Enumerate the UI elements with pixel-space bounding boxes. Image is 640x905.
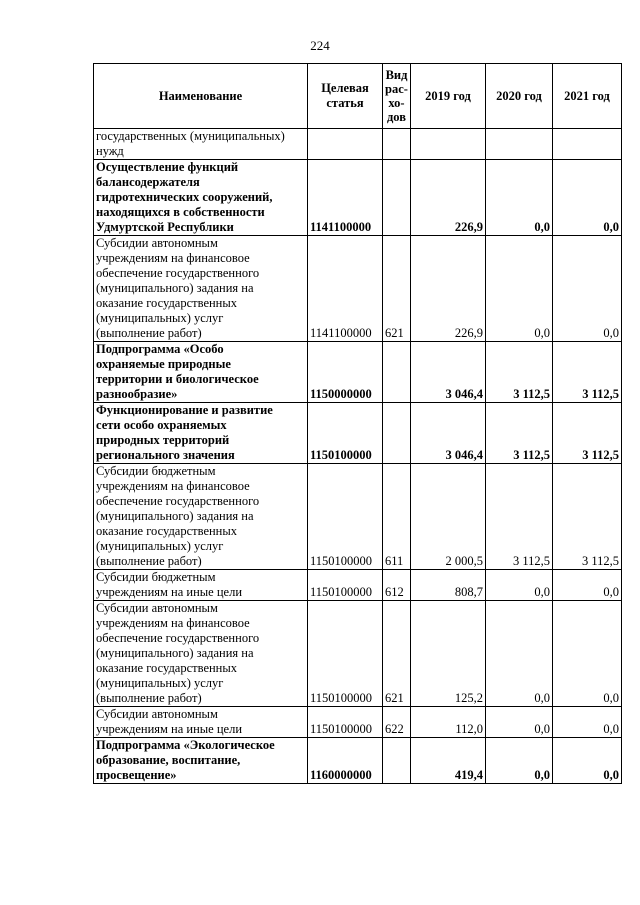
row-value-2021: 0,0: [553, 160, 622, 236]
row-name-line: нужд: [96, 144, 124, 158]
header-kind-line: рас-: [385, 82, 408, 96]
row-value-2019: 3 046,4: [411, 342, 486, 403]
row-name: [94, 601, 308, 707]
row-value-2019: 3 046,4: [411, 403, 486, 464]
budget-table: [93, 63, 622, 784]
row-name-line: (муниципальных) услуг: [96, 539, 224, 553]
row-name-line: оказание государственных: [96, 661, 238, 675]
row-name-line: сети особо охраняемых: [96, 418, 227, 432]
row-name-line: учреждениям на иные цели: [96, 585, 243, 599]
header-kind-line: хо-: [388, 96, 405, 110]
row-expense-kind: [383, 403, 411, 464]
row-name-line: Субсидии автономным: [96, 707, 218, 721]
header-2019: 2019 год: [411, 64, 486, 129]
table-row: [94, 129, 622, 160]
row-name: [94, 707, 308, 738]
row-name-line: Осуществление функций: [96, 160, 239, 174]
row-name-line: Субсидии автономным: [96, 236, 218, 250]
row-name-line: (муниципальных) услуг: [96, 311, 224, 325]
row-expense-kind: 612: [383, 570, 411, 601]
row-name-line: учреждениям на иные цели: [96, 722, 243, 736]
table-header-row: [94, 64, 622, 129]
row-value-2019: 808,7: [411, 570, 486, 601]
row-name-line: территории и биологическое: [96, 372, 259, 386]
row-name: [94, 464, 308, 570]
row-expense-kind: 622: [383, 707, 411, 738]
row-name-line: находящихся в собственности: [96, 205, 265, 219]
row-expense-kind: 621: [383, 601, 411, 707]
row-name: [94, 129, 308, 160]
row-name: [94, 570, 308, 601]
row-name: [94, 342, 308, 403]
row-name-line: образование, воспитание,: [96, 753, 241, 767]
table-row: [94, 342, 622, 403]
row-value-2019: 125,2: [411, 601, 486, 707]
row-value-2020: 3 112,5: [486, 464, 553, 570]
row-value-2020: [486, 129, 553, 160]
table-row: [94, 160, 622, 236]
row-name-line: (выполнение работ): [96, 326, 202, 340]
row-name-line: учреждениям на финансовое: [96, 251, 250, 265]
header-name: Наименование: [94, 64, 308, 129]
table-row: [94, 601, 622, 707]
row-expense-kind: 621: [383, 236, 411, 342]
table-row: [94, 403, 622, 464]
row-name: [94, 160, 308, 236]
table-row: [94, 464, 622, 570]
row-name-line: учреждениям на финансовое: [96, 479, 250, 493]
row-name-line: Подпрограмма «Экологическое: [96, 738, 275, 752]
row-target-code: [308, 129, 383, 160]
row-name-line: (муниципального) задания на: [96, 281, 254, 295]
row-target-code: 1141100000: [308, 236, 383, 342]
row-value-2020: 0,0: [486, 738, 553, 784]
row-value-2019: 112,0: [411, 707, 486, 738]
row-target-code: 1141100000: [308, 160, 383, 236]
row-name-line: (муниципального) задания на: [96, 509, 254, 523]
header-kind: [383, 64, 411, 129]
row-target-code: 1150100000: [308, 464, 383, 570]
row-value-2020: 0,0: [486, 601, 553, 707]
table-row: [94, 707, 622, 738]
table-row: [94, 236, 622, 342]
row-value-2021: 3 112,5: [553, 342, 622, 403]
row-target-code: 1150000000: [308, 342, 383, 403]
row-value-2019: [411, 129, 486, 160]
row-name-line: разнообразие»: [96, 387, 178, 401]
row-expense-kind: [383, 160, 411, 236]
row-name-line: (муниципальных) услуг: [96, 676, 224, 690]
row-name-line: Субсидии автономным: [96, 601, 218, 615]
row-value-2019: 226,9: [411, 236, 486, 342]
row-target-code: 1150100000: [308, 707, 383, 738]
row-name-line: обеспечение государственного: [96, 494, 260, 508]
row-name-line: природных территорий: [96, 433, 230, 447]
row-value-2021: 0,0: [553, 236, 622, 342]
row-value-2021: 3 112,5: [553, 464, 622, 570]
table-body: [94, 129, 622, 784]
row-value-2021: [553, 129, 622, 160]
row-value-2021: 3 112,5: [553, 403, 622, 464]
row-target-code: 1150100000: [308, 570, 383, 601]
row-value-2020: 0,0: [486, 160, 553, 236]
row-name-line: государственных (муниципальных): [96, 129, 285, 143]
row-name-line: балансодержателя: [96, 175, 200, 189]
page-number: 224: [310, 38, 330, 53]
header-2020: 2020 год: [486, 64, 553, 129]
row-name-line: Функционирование и развитие: [96, 403, 273, 417]
row-name: [94, 236, 308, 342]
row-name-line: оказание государственных: [96, 524, 238, 538]
row-target-code: 1160000000: [308, 738, 383, 784]
row-expense-kind: [383, 342, 411, 403]
header-kind-line: дов: [386, 110, 406, 124]
header-kind-line: Вид: [385, 68, 408, 82]
row-value-2021: 0,0: [553, 738, 622, 784]
row-name-line: (муниципального) задания на: [96, 646, 254, 660]
row-name-line: Субсидии бюджетным: [96, 570, 216, 584]
row-expense-kind: 611: [383, 464, 411, 570]
row-value-2020: 3 112,5: [486, 403, 553, 464]
row-value-2019: 419,4: [411, 738, 486, 784]
row-value-2020: 0,0: [486, 570, 553, 601]
row-name-line: регионального значения: [96, 448, 235, 462]
row-expense-kind: [383, 129, 411, 160]
row-name-line: (выполнение работ): [96, 554, 202, 568]
row-name: [94, 403, 308, 464]
row-name-line: (выполнение работ): [96, 691, 202, 705]
row-value-2020: 0,0: [486, 707, 553, 738]
row-name-line: Подпрограмма «Особо: [96, 342, 224, 356]
row-name-line: обеспечение государственного: [96, 266, 260, 280]
row-name-line: Субсидии бюджетным: [96, 464, 216, 478]
row-name-line: просвещение»: [96, 768, 177, 782]
row-value-2021: 0,0: [553, 707, 622, 738]
row-name-line: Удмуртской Республики: [96, 220, 234, 234]
header-target: Целевая статья: [308, 64, 383, 129]
header-2021: 2021 год: [553, 64, 622, 129]
row-name-line: обеспечение государственного: [96, 631, 260, 645]
row-name: [94, 738, 308, 784]
table-row: [94, 738, 622, 784]
row-value-2020: 3 112,5: [486, 342, 553, 403]
row-expense-kind: [383, 738, 411, 784]
row-value-2019: 2 000,5: [411, 464, 486, 570]
row-target-code: 1150100000: [308, 601, 383, 707]
row-value-2021: 0,0: [553, 601, 622, 707]
row-name-line: охраняемые природные: [96, 357, 231, 371]
table-row: [94, 570, 622, 601]
row-value-2021: 0,0: [553, 570, 622, 601]
row-target-code: 1150100000: [308, 403, 383, 464]
row-name-line: учреждениям на финансовое: [96, 616, 250, 630]
row-name-line: оказание государственных: [96, 296, 238, 310]
row-value-2020: 0,0: [486, 236, 553, 342]
row-name-line: гидротехнических сооружений,: [96, 190, 273, 204]
row-value-2019: 226,9: [411, 160, 486, 236]
